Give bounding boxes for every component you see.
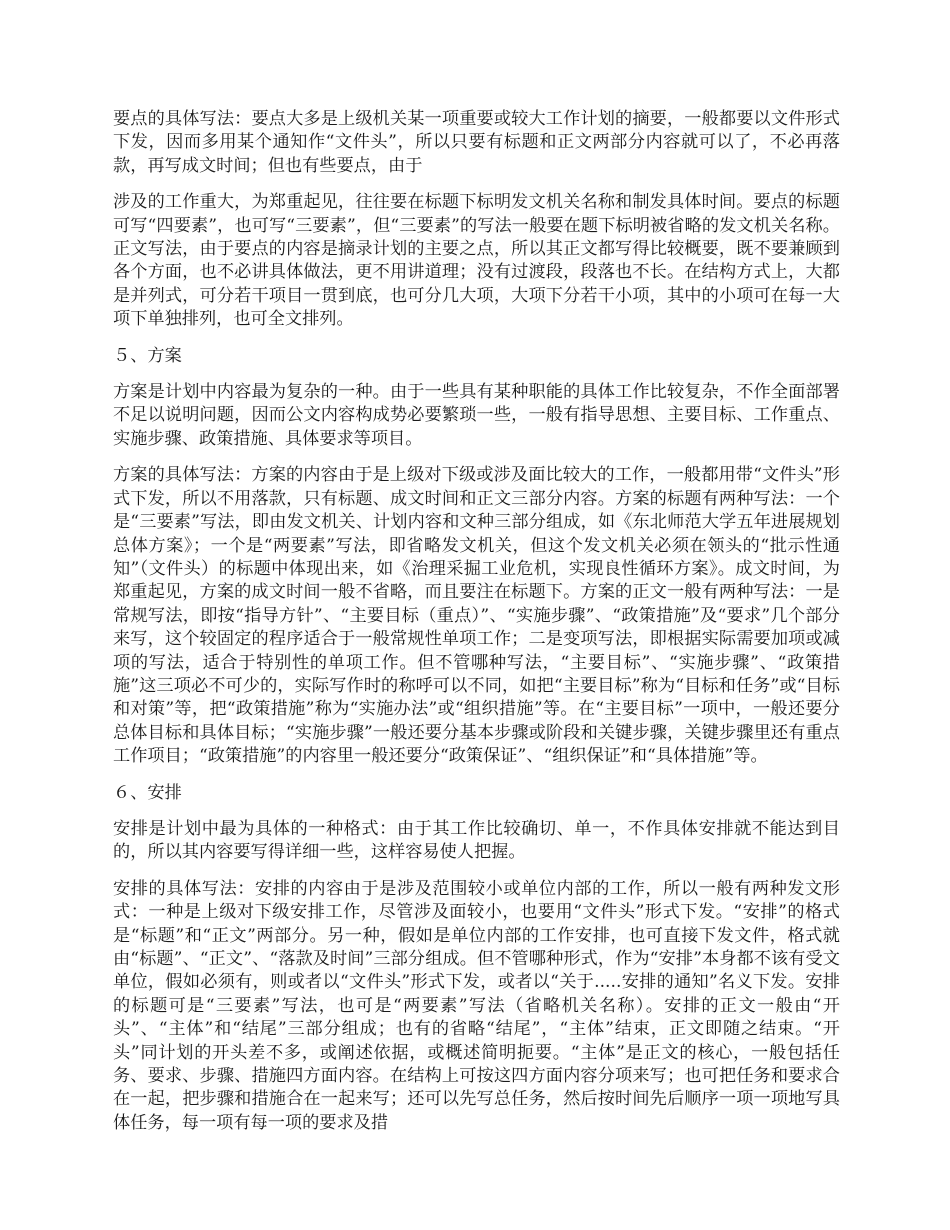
section-heading-plan: ５、方案 — [113, 345, 182, 366]
paragraph-key-points-writing-1: 要点的具体写法：要点大多是上级机关某一项重要或较大工作计划的摘要，一般都要以文件形式下发，因而多用某个通知作“文件头”，所以只要有标题和正文两部分内容就可以了，不必再落款，再写成文时间；但也有些要点，由于 — [113, 109, 840, 176]
paragraph-plan-writing: 方案的具体写法：方案的内容由于是上级对下级或涉及面比较大的工作，一般都用带“文件头”形式下发，所以不用落款，只有标题、成文时间和正文三部分内容。方案的标题有两种写法：一个是“三要素”写法，即由发文机关、计划内容和文种三部分组成，如《东北师范大学五年进展规划总体方案》；一个是“两要素”写法，即省略发文机关，但这个发文机关必须在领头的“批示性通知”（文件头）的标题中体现出来，如《治理采掘工业危机，实现良性循环方案》。成文时间，为郑重起见，方案的成文时间一般不省略，而且要注在标题下。方案的正文一般有两种写法：一是常规写法，即按“指导方针”、“主要目标（重点）”、“实施步骤”、“政策措施”及“要求”几个部分来写，这个较固定的程序适合于一般常规性单项工作；二是变项写法，即根据实际需要加项或减项的写法，适合于特别性的单项工作。但不管哪种写法，“主要目标”、“实施步骤”、“政策措施”这三项必不可少的，实际写作时的称呼可以不同，如把“主要目标”称为“目标和任务”或“目标和对策”等，把“政策措施”称为“实施办法”或“组织措施”等。在“主要目标”一项中，一般还要分总体目标和具体目标；“实施步骤”一般还要分基本步骤或阶段和关键步骤，关键步骤里还有重点工作项目；“政策措施”的内容里一般还要分“政策保证”、“组织保证”和“具体措施”等。 — [113, 465, 840, 767]
paragraph-arrangement-writing: 安排的具体写法：安排的内容由于是涉及范围较小或单位内部的工作，所以一般有两种发文形式：一种是上级对下级安排工作，尽管涉及面较小，也要用“文件头”形式下发。“安排”的格式是“标题”和“正文”两部分。另一种，假如是单位内部的工作安排，也可直接下发文件，格式就由“标题”、“正文”、“落款及时间”三部分组成。但不管哪种形式，作为“安排”本身都不该有受文单位，假如必须有，则或者以“文件头”形式下发，或者以“关于.....安排的通知”名义下发。安排的标题可是“三要素”写法，也可是“两要素”写法（省略机关名称）。安排的正文一般由“开头”、“主体”和“结尾”三部分组成；也有的省略“结尾”，“主体”结束，正文即随之结束。“开头”同计划的开头差不多，或阐述依据，或概述简明扼要。“主体”是正文的核心，一般包括任务、要求、步骤、措施四方面内容。在结构上可按这四方面内容分项来写；也可把任务和要求合在一起，把步骤和措施合在一起来写；还可以先写总任务，然后按时间先后顺序一项一项地写具体任务，每一项有每一项的要求及措 — [113, 878, 840, 1133]
document-body — [113, 108, 840, 1148]
section-heading-arrangement: ６、安排 — [113, 782, 182, 803]
paragraph-arrangement-definition: 安排是计划中最为具体的一种格式：由于其工作比较确切、单一，不作具体安排就不能达到目的，所以其内容要写得详细一些，这样容易使人把握。 — [113, 818, 840, 863]
paragraph-plan-definition: 方案是计划中内容最为复杂的一种。由于一些具有某种职能的具体工作比较复杂，不作全面部署不足以说明问题，因而公文内容构成势必要繁琐一些，一般有指导思想、主要目标、工作重点、实施步骤、政策措施、具体要求等项目。 — [113, 382, 840, 449]
paragraph-key-points-writing-2: 涉及的工作重大，为郑重起见，往往要在标题下标明发文机关名称和制发具体时间。要点的标题可写“四要素”，也可写“三要素”，但“三要素”的写法一般要在题下标明被省略的发文机关名称。正文写法，由于要点的内容是摘录计划的主要之点，所以其正文都写得比较概要，既不要兼顾到各个方面，也不必讲具体做法，更不用讲道理；没有过渡段，段落也不长。在结构方式上，大都是并列式，可分若干项目一贯到底，也可分几大项，大项下分若干小项，其中的小项可在每一大项下单独排列，也可全文排列。 — [113, 192, 840, 330]
